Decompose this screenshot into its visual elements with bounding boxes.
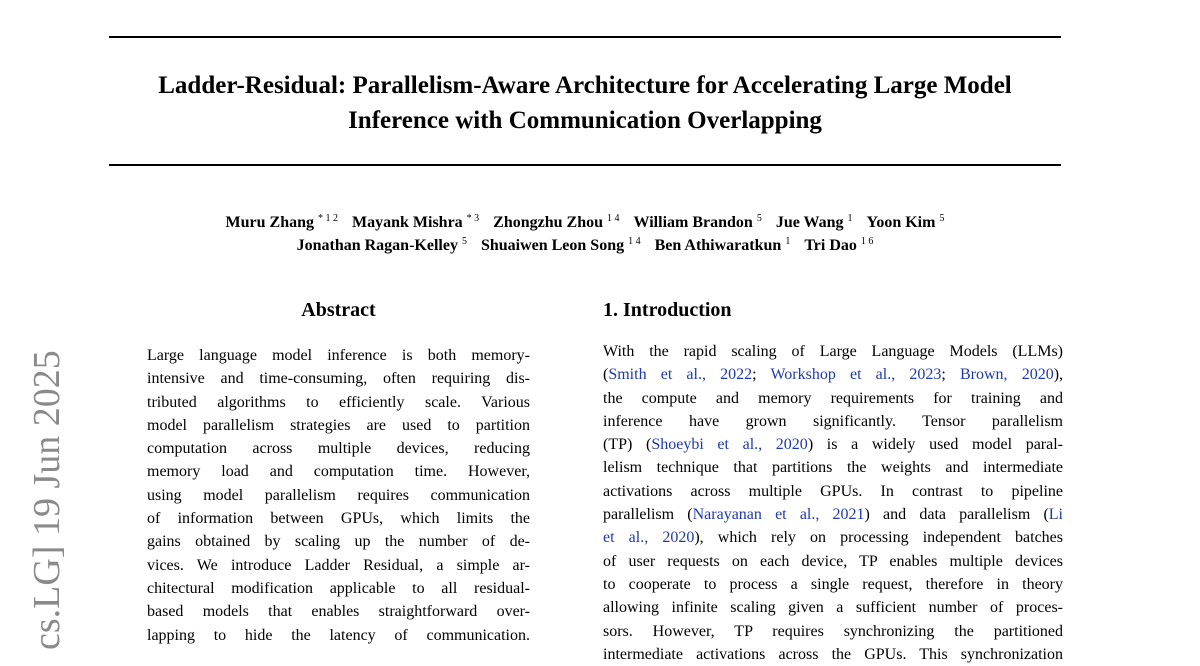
author-list-line-2 bbox=[100, 231, 1070, 257]
author-affiliation: * 1 2 bbox=[318, 213, 338, 224]
author-affiliation: 1 4 bbox=[607, 213, 620, 224]
citation-link[interactable]: Smith et al., 2022 bbox=[608, 366, 753, 384]
abstract-line: tributed algorithms to efficiently scale. Various bbox=[147, 393, 530, 411]
citation-link[interactable]: Narayanan et al., 2021 bbox=[692, 506, 865, 524]
paper-title bbox=[100, 68, 1070, 138]
author-affiliation: 1 6 bbox=[860, 236, 874, 247]
abstract-line: gains obtained by scaling up the number of de- bbox=[147, 533, 530, 551]
author-affiliation: * 3 bbox=[466, 213, 480, 224]
intro-line: inference have grown significantly. Tensor parallelism bbox=[603, 412, 1063, 430]
author-affiliation: 1 bbox=[785, 236, 791, 247]
author: Yoon Kim $^5$ bbox=[866, 213, 945, 231]
abstract-line: vices. We introduce Ladder Residual, a simple ar- bbox=[147, 556, 530, 574]
author: Zhongzhu Zhou $^{1 4}$ bbox=[493, 213, 620, 231]
author: Jonathan Ragan-Kelley $^5$ bbox=[296, 236, 467, 254]
intro-line: (TP) (Shoeybi et al., 2020) is a widely used model paral- bbox=[603, 436, 1063, 454]
intro-line: (Smith et al., 2022; Workshop et al., 2023; Brown, 2020), bbox=[603, 366, 1064, 384]
intro-line: et al., 2020), which rely on processing independent batches bbox=[603, 529, 1063, 547]
author: Tri Dao $^{1 6}$ bbox=[804, 236, 874, 254]
citation-link[interactable]: Brown, 2020 bbox=[959, 366, 1054, 384]
author: Mayank Mishra $^{* 3}$ bbox=[352, 213, 480, 231]
arxiv-stamp: cs.LG] 19 Jun 2025 bbox=[26, 350, 68, 650]
abstract-section bbox=[147, 296, 530, 647]
abstract-line: of information between GPUs, which limits the bbox=[147, 510, 530, 528]
citation-link[interactable]: Shoeybi et al., 2020 bbox=[651, 436, 808, 454]
author: Ben Athiwaratkun $^1$ bbox=[654, 236, 791, 254]
title-line-1: Ladder-Residual: Parallelism-Aware Architecture for Accelerating Large Model bbox=[158, 72, 1012, 99]
abstract-line: memory load and computation time. However, bbox=[147, 463, 530, 481]
intro-line: to cooperate to process a single request, therefore in theory bbox=[603, 575, 1063, 593]
author-affiliation: 1 4 bbox=[628, 236, 641, 247]
intro-line: activations across multiple GPUs. In contrast to pipeline bbox=[603, 482, 1063, 500]
author: Shuaiwen Leon Song $^{1 4}$ bbox=[480, 236, 641, 254]
abstract-line: computation across multiple devices, reducing bbox=[147, 440, 530, 458]
citation-link[interactable]: et al., 2020 bbox=[603, 529, 695, 547]
abstract-line: Large language model inference is both memory- bbox=[147, 347, 530, 364]
intro-line: parallelism (Narayanan et al., 2021) and data parallelism (Li bbox=[603, 506, 1063, 524]
author: Jue Wang $^1$ bbox=[775, 213, 853, 231]
author-affiliation: 5 bbox=[756, 213, 762, 224]
intro-line: With the rapid scaling of Large Language Models (LLMs) bbox=[603, 343, 1063, 360]
intro-line: the compute and memory requirements for training and bbox=[603, 389, 1063, 407]
author: Muru Zhang $^{* 1 2}$ bbox=[225, 213, 338, 231]
author: William Brandon $^5$ bbox=[633, 213, 762, 231]
intro-line: of user requests on each device, TP enables multiple devices bbox=[603, 552, 1063, 570]
abstract-line: using model parallelism requires communication bbox=[147, 486, 530, 504]
intro-line: lelism technique that partitions the weights and intermediate bbox=[603, 459, 1063, 477]
author-affiliation: 5 bbox=[461, 236, 467, 247]
author-affiliation: 1 bbox=[847, 213, 853, 224]
abstract-line: model parallelism strategies are used to partition bbox=[147, 416, 530, 434]
abstract-heading: Abstract bbox=[301, 299, 376, 321]
abstract-line: lapping to hide the latency of communication. bbox=[147, 626, 530, 644]
author-affiliation: 5 bbox=[939, 213, 945, 224]
bottom-rule bbox=[109, 164, 1061, 166]
abstract-line: intensive and time-consuming, often requiring dis- bbox=[147, 370, 530, 388]
intro-line: sors. However, TP requires synchronizing the partitioned bbox=[603, 622, 1063, 640]
abstract-line: chitectural modification applicable to all residual- bbox=[147, 579, 530, 597]
introduction-section bbox=[603, 296, 1063, 666]
abstract-body bbox=[147, 344, 530, 647]
intro-line: allowing infinite scaling given a sufficient number of proces- bbox=[603, 599, 1063, 617]
introduction-heading: 1. Introduction bbox=[603, 299, 732, 321]
introduction-body bbox=[603, 340, 1063, 666]
intro-line: intermediate activations across the GPUs. This synchronization bbox=[603, 645, 1063, 663]
top-rule bbox=[109, 36, 1061, 38]
abstract-line: based models that enables straightforward over- bbox=[147, 603, 530, 621]
citation-link[interactable]: Li bbox=[1048, 506, 1063, 524]
title-line-2: Inference with Communication Overlapping bbox=[348, 107, 822, 134]
citation-link[interactable]: Workshop et al., 2023 bbox=[770, 366, 942, 384]
